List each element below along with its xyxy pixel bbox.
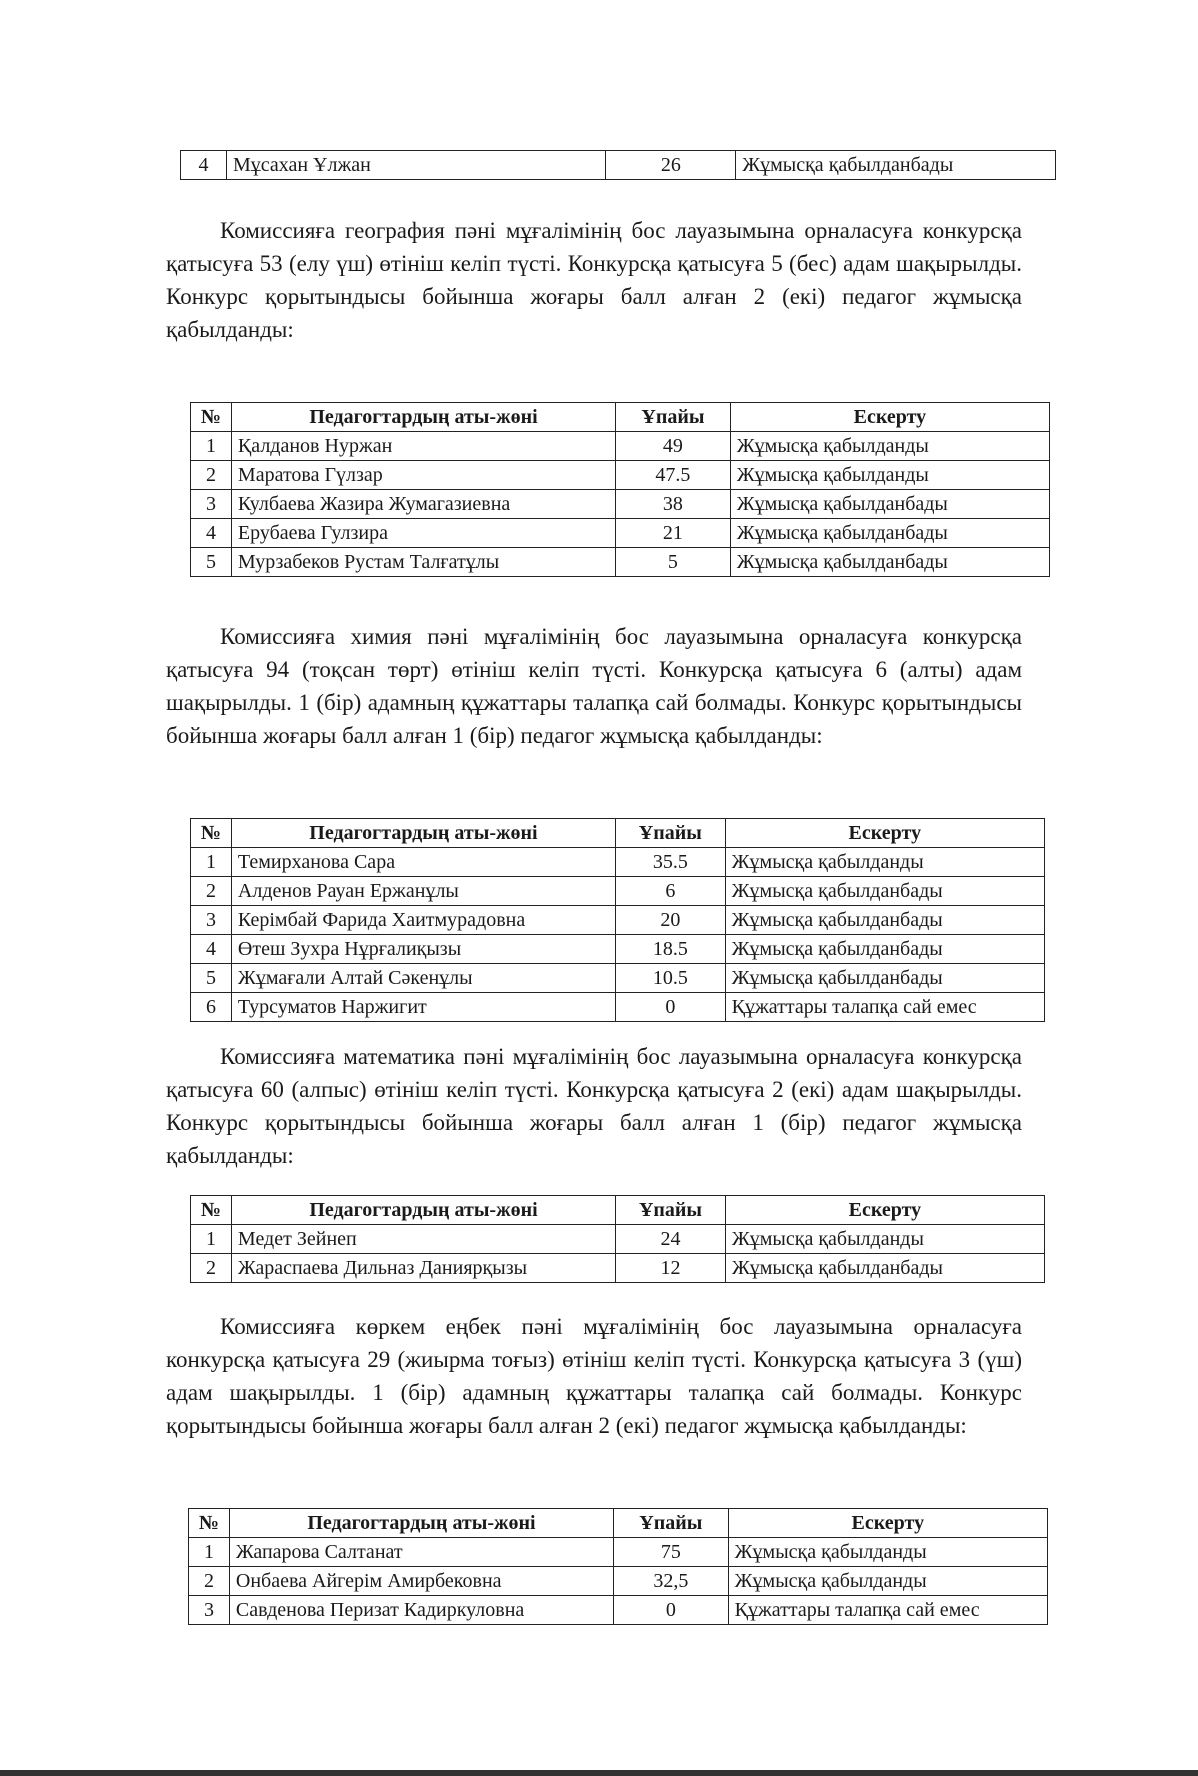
col-note: Ескерту xyxy=(728,1509,1047,1538)
teacher-name: Савденова Перизат Кадиркуловна xyxy=(229,1596,613,1625)
score: 0 xyxy=(616,993,726,1022)
table-header xyxy=(189,1509,1048,1538)
col-score: Ұпайы xyxy=(616,819,726,848)
score: 75 xyxy=(614,1538,729,1567)
table-row xyxy=(191,1254,1045,1283)
teacher-name: Қалданов Нуржан xyxy=(231,432,615,461)
row-number: 2 xyxy=(191,1254,232,1283)
table-row xyxy=(191,548,1050,577)
note: Құжаттары талапқа сай емес xyxy=(728,1596,1047,1625)
col-note: Ескерту xyxy=(725,1196,1044,1225)
table-row xyxy=(191,877,1045,906)
teacher-name: Ерубаева Гулзира xyxy=(231,519,615,548)
chemistry-paragraph: Комиссияға химия пәні мұғалімінің бос лауазымына орналасуға конкурсқа қатысуға 94 (тоқсан төрт) өтініш келіп түсті. Конкурсқа қатысуға 6 (алты) адам шақырылды. 1 (бір) адамның құжаттары талапқа сай болмады. Конкурс қорытындысы бойынша жоғары балл алған 1 (бір) педагог жұмысқа қабылданды: xyxy=(166,624,1022,748)
table-header xyxy=(191,819,1045,848)
col-num: № xyxy=(191,403,232,432)
score: 6 xyxy=(616,877,726,906)
col-name: Педагогтардың аты-жөні xyxy=(231,1196,615,1225)
row-number: 3 xyxy=(189,1596,230,1625)
score: 38 xyxy=(616,490,731,519)
table-row xyxy=(191,935,1045,964)
score: 21 xyxy=(616,519,731,548)
col-note: Ескерту xyxy=(730,403,1049,432)
row-number: 4 xyxy=(191,935,232,964)
table-row xyxy=(191,461,1050,490)
teacher-name: Өтеш Зухра Нұрғалиқызы xyxy=(231,935,615,964)
teacher-name: Керімбай Фарида Хаитмурадовна xyxy=(231,906,615,935)
note: Жұмысқа қабылданбады xyxy=(725,1254,1044,1283)
row-number: 4 xyxy=(181,151,227,180)
table-row xyxy=(189,1538,1048,1567)
table-row xyxy=(191,906,1045,935)
score: 0 xyxy=(614,1596,729,1625)
table-row xyxy=(181,151,1056,180)
note: Жұмысқа қабылданды xyxy=(725,1225,1044,1254)
note: Жұмысқа қабылданды xyxy=(730,432,1049,461)
col-num: № xyxy=(189,1509,230,1538)
teacher-name: Онбаева Айгерім Амирбековна xyxy=(229,1567,613,1596)
score: 26 xyxy=(606,151,736,180)
geography-paragraph: Комиссияға география пәні мұғалімінің бос лауазымына орналасуға конкурсқа қатысуға 53 (елу үш) өтініш келіп түсті. Конкурсқа қатысуға 5 (бес) адам шақырылды. Конкурс қорытындысы бойынша жоғары балл алған 2 (екі) педагог жұмысқа қабылданды: xyxy=(166,218,1022,342)
row-number: 6 xyxy=(191,993,232,1022)
table-row xyxy=(191,1225,1045,1254)
score: 32,5 xyxy=(614,1567,729,1596)
table-row xyxy=(191,519,1050,548)
score: 47.5 xyxy=(616,461,731,490)
col-name: Педагогтардың аты-жөні xyxy=(231,403,615,432)
col-name: Педагогтардың аты-жөні xyxy=(229,1509,613,1538)
table-header xyxy=(191,1196,1045,1225)
arts-paragraph: Комиссияға көркем еңбек пәні мұғалімінің бос лауазымына орналасуға конкурсқа қатысуға 29 (жиырма тоғыз) өтініш келіп түсті. Конкурсқа қатысуға 3 (үш) адам шақырылды. 1 (бір) адамның құжаттары талапқа сай болмады. Конкурс қорытындысы бойынша жоғары балл алған 2 (екі) педагог жұмысқа қабылданды: xyxy=(166,1314,1022,1438)
row-number: 2 xyxy=(191,461,232,490)
table-row xyxy=(191,490,1050,519)
row-number: 3 xyxy=(191,906,232,935)
chemistry-table xyxy=(190,818,1045,1022)
table-row xyxy=(191,848,1045,877)
row-number: 4 xyxy=(191,519,232,548)
col-note: Ескерту xyxy=(725,819,1044,848)
table-header xyxy=(191,403,1050,432)
scan-bottom-edge xyxy=(0,1770,1198,1776)
row-number: 2 xyxy=(191,877,232,906)
top-continuation-table xyxy=(180,150,1056,180)
teacher-name: Темирханова Сара xyxy=(231,848,615,877)
row-number: 3 xyxy=(191,490,232,519)
note: Жұмысқа қабылданбады xyxy=(725,964,1044,993)
teacher-name: Жараспаева Дильназ Даниярқызы xyxy=(231,1254,615,1283)
row-number: 5 xyxy=(191,964,232,993)
math-table xyxy=(190,1195,1045,1283)
note: Жұмысқа қабылданбады xyxy=(730,490,1049,519)
note: Жұмысқа қабылданбады xyxy=(730,519,1049,548)
note: Жұмысқа қабылданды xyxy=(728,1538,1047,1567)
score: 35.5 xyxy=(616,848,726,877)
table-row xyxy=(191,993,1045,1022)
note: Жұмысқа қабылданбады xyxy=(725,906,1044,935)
table-row xyxy=(191,432,1050,461)
score: 20 xyxy=(616,906,726,935)
geography-table xyxy=(190,402,1050,577)
col-name: Педагогтардың аты-жөні xyxy=(231,819,615,848)
score: 49 xyxy=(616,432,731,461)
teacher-name: Медет Зейнеп xyxy=(231,1225,615,1254)
row-number: 1 xyxy=(191,432,232,461)
score: 10.5 xyxy=(616,964,726,993)
row-number: 1 xyxy=(191,1225,232,1254)
teacher-name: Алденов Рауан Ержанұлы xyxy=(231,877,615,906)
row-number: 5 xyxy=(191,548,232,577)
row-number: 1 xyxy=(189,1538,230,1567)
teacher-name: Мурзабеков Рустам Талғатұлы xyxy=(231,548,615,577)
note: Жұмысқа қабылданды xyxy=(725,848,1044,877)
teacher-name: Маратова Гүлзар xyxy=(231,461,615,490)
note: Жұмысқа қабылданбады xyxy=(736,151,1056,180)
score: 12 xyxy=(616,1254,726,1283)
note: Жұмысқа қабылданбады xyxy=(725,935,1044,964)
teacher-name: Турсуматов Наржигит xyxy=(231,993,615,1022)
arts-table xyxy=(188,1508,1048,1625)
teacher-name: Жұмағали Алтай Сәкенұлы xyxy=(231,964,615,993)
row-number: 1 xyxy=(191,848,232,877)
score: 24 xyxy=(616,1225,726,1254)
note: Жұмысқа қабылданбады xyxy=(725,877,1044,906)
teacher-name: Мұсахан Ұлжан xyxy=(226,151,605,180)
col-score: Ұпайы xyxy=(616,403,731,432)
col-num: № xyxy=(191,1196,232,1225)
table-row xyxy=(189,1596,1048,1625)
note: Жұмысқа қабылданбады xyxy=(730,548,1049,577)
score: 5 xyxy=(616,548,731,577)
col-num: № xyxy=(191,819,232,848)
table-row xyxy=(191,964,1045,993)
score: 18.5 xyxy=(616,935,726,964)
note: Жұмысқа қабылданды xyxy=(730,461,1049,490)
math-paragraph: Комиссияға математика пәні мұғалімінің бос лауазымына орналасуға конкурсқа қатысуға 60 (алпыс) өтініш келіп түсті. Конкурсқа қатысуға 2 (екі) адам шақырылды. Конкурс қорытындысы бойынша жоғары балл алған 1 (бір) педагог жұмысқа қабылданды: xyxy=(166,1044,1022,1168)
note: Құжаттары талапқа сай емес xyxy=(725,993,1044,1022)
col-score: Ұпайы xyxy=(616,1196,726,1225)
col-score: Ұпайы xyxy=(614,1509,729,1538)
table-row xyxy=(189,1567,1048,1596)
teacher-name: Жапарова Салтанат xyxy=(229,1538,613,1567)
note: Жұмысқа қабылданды xyxy=(728,1567,1047,1596)
teacher-name: Кулбаева Жазира Жумагазиевна xyxy=(231,490,615,519)
row-number: 2 xyxy=(189,1567,230,1596)
